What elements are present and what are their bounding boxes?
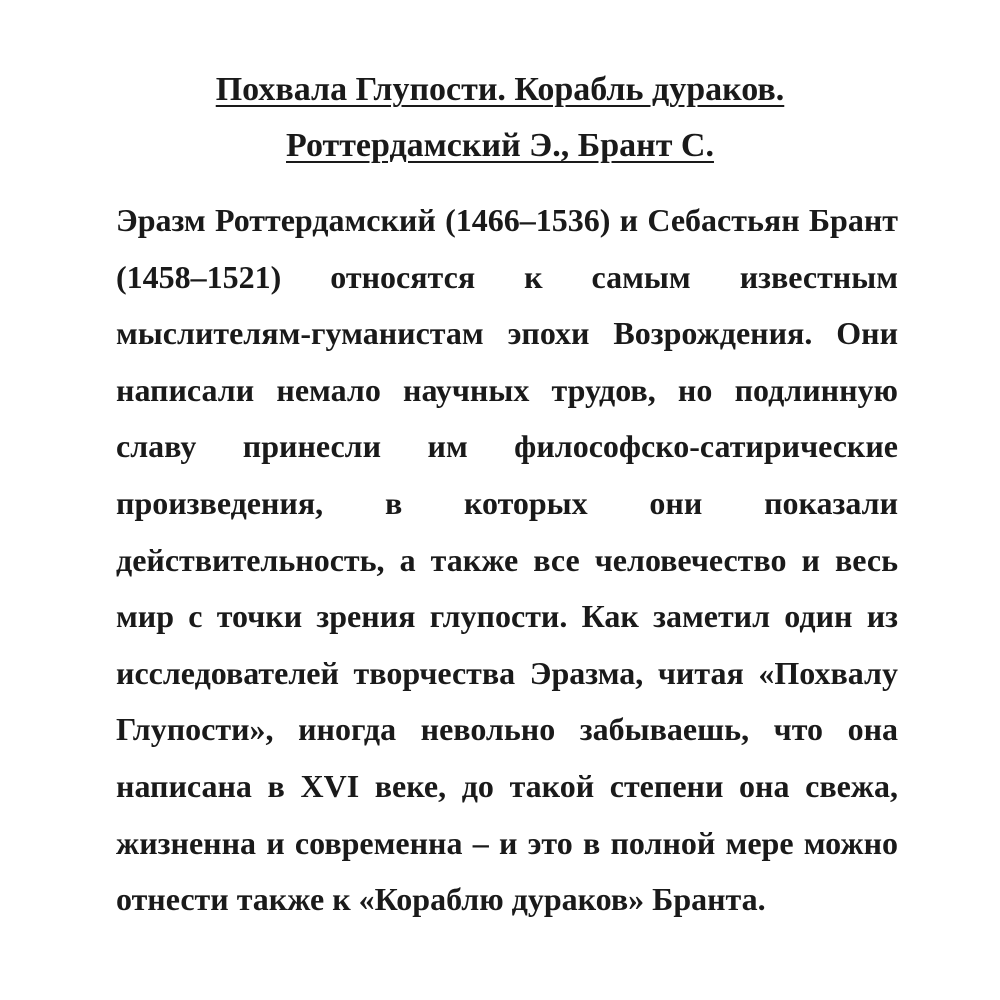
title-block <box>0 62 1000 174</box>
title-line-1: Похвала Глупости. Корабль дураков. <box>215 71 785 108</box>
body-paragraph: Эразм Роттердамский (1466–1536) и Себастьян Брант (1458–1521) относятся к самым известным мыслителям-гуманистам эпохи Возрождения. Они написали немало научных трудов, но подлинную славу принесли им философско-сатирические произведения, в которых они показали действительность, а также все человечество и весь мир с точки зрения глупости. Как заметил один из исследователей творчества Эразма, читая «Похвалу Глупости», иногда невольно забываешь, что она написана в XVI веке, до такой степени она свежа, жизненна и современна – и это в полной мере можно отнести также к «Кораблю дураков» Бранта. <box>116 202 898 918</box>
title-line-2: Роттердамский Э., Брант С. <box>286 127 714 164</box>
